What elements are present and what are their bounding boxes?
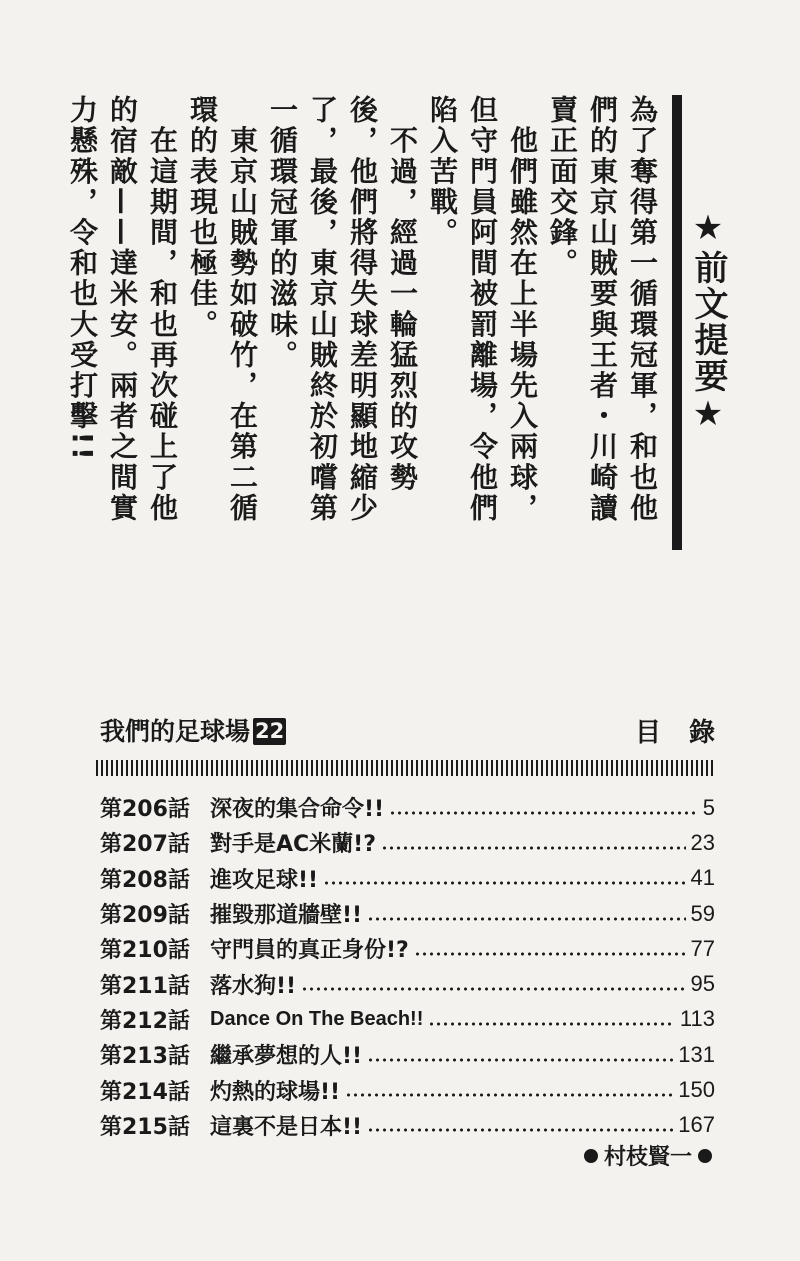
chapter-title: Dance On The Beach!! [210, 1007, 424, 1030]
toc-entry-211[interactable] [100, 966, 715, 1001]
chapter-title: 繼承夢想的人!! [210, 1044, 363, 1070]
chapter-number: 第210話 [100, 938, 190, 964]
dot-leader [389, 811, 698, 815]
contents-label: 目錄 [634, 718, 743, 748]
summary-divider [672, 95, 682, 550]
book-title [100, 712, 286, 748]
toc-entry-210[interactable] [100, 931, 715, 966]
dot-leader [301, 987, 685, 991]
chapter-number: 第207話 [100, 832, 190, 858]
page-number: 113 [679, 1006, 715, 1032]
chapter-title: 對手是AC米蘭!? [210, 832, 376, 858]
dot-leader [428, 1022, 675, 1026]
dot-leader [367, 917, 685, 921]
page-number: 150 [678, 1077, 715, 1103]
summary-text: 為了奪得第一循環冠軍，和也他們的東京山賊要與王者・川崎讀賣正面交鋒。 他們雖然在上半場先入兩球，但守門員阿間被罰離場，令他們陷入苦戰。 不過，經過一輪猛烈的攻勢後，他們將得失球差明顯地縮少了，最後，東京山賊終於初嚐第一循環冠軍的滋味。 東京山賊勢如破竹，在第二循環的表現也極佳。 在這期間，和也再次碰上了他的宿敵——達米安。兩者之間實力懸殊，令和也大受打擊!! [66, 95, 659, 524]
dot-leader [414, 952, 686, 956]
chapter-title: 摧毀那道牆壁!! [210, 903, 363, 929]
chapter-title: 灼熱的球場!! [210, 1079, 341, 1105]
bullet-icon [698, 1149, 712, 1163]
bullet-icon [584, 1149, 598, 1163]
toc-entry-206[interactable] [100, 790, 715, 825]
volume-badge: 22 [255, 719, 285, 743]
page-number: 167 [678, 1112, 715, 1138]
toc-entry-209[interactable] [100, 896, 715, 931]
page-number: 23 [690, 829, 715, 855]
book-title-text: 我們的足球場 [100, 717, 251, 746]
toc-entry-213[interactable] [100, 1037, 715, 1072]
page-number: 77 [690, 935, 715, 961]
chapter-title: 深夜的集合命令!! [210, 797, 385, 823]
chapter-title: 進攻足球!! [210, 867, 319, 893]
page-number: 95 [690, 971, 715, 997]
toc-header [100, 712, 743, 752]
chapter-title: 落水狗!! [210, 973, 297, 999]
dot-leader [367, 1058, 673, 1062]
summary-heading: ★前文提要★ [688, 208, 728, 436]
toc-entry-207[interactable] [100, 825, 715, 860]
page-number: 41 [690, 865, 715, 891]
chapter-number: 第215話 [100, 1114, 190, 1140]
page-number: 131 [678, 1041, 715, 1067]
chapter-number: 第209話 [100, 903, 190, 929]
dot-leader [323, 881, 685, 885]
toc-entry-212[interactable] [100, 1002, 715, 1037]
chapter-title: 守門員的真正身份!? [210, 938, 409, 964]
chapter-number: 第211話 [100, 973, 190, 999]
chapter-number: 第214話 [100, 1079, 190, 1105]
page-number: 59 [690, 900, 715, 926]
author-credit [584, 1140, 712, 1171]
hatched-divider [96, 760, 716, 776]
toc-entry-215[interactable] [100, 1108, 715, 1143]
chapter-number: 第213話 [100, 1044, 190, 1070]
toc-entry-208[interactable] [100, 861, 715, 896]
page-number: 5 [702, 794, 715, 820]
chapter-title: 這裏不是日本!! [210, 1114, 363, 1140]
toc-entry-214[interactable] [100, 1072, 715, 1107]
dot-leader [345, 1093, 673, 1097]
dot-leader [367, 1128, 673, 1132]
chapter-number: 第206話 [100, 797, 190, 823]
author-name: 村枝賢一 [603, 1145, 692, 1170]
chapter-number: 第208話 [100, 867, 190, 893]
chapter-number: 第212話 [100, 1008, 190, 1034]
toc-list [100, 790, 715, 1143]
dot-leader [381, 846, 686, 850]
